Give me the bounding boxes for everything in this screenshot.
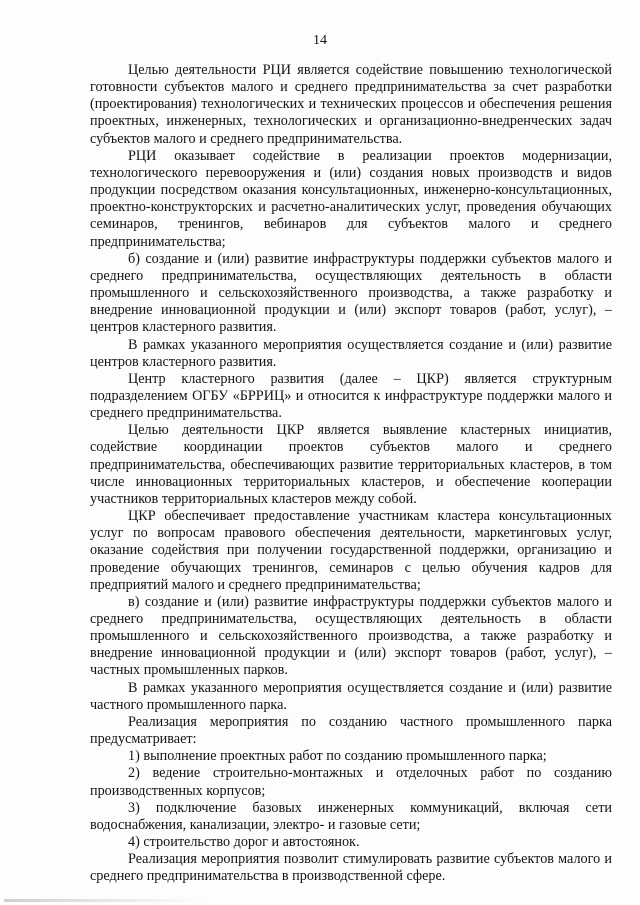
paragraph: Реализация мероприятия по созданию частного промышленного парка предусматривает:	[90, 713, 612, 748]
scan-artifact	[4, 899, 204, 902]
list-item: 1) выполнение проектных работ по созданию промышленного парка;	[128, 748, 547, 765]
paragraph: Целью деятельности РЦИ является содействие повышению технологической готовности субъектов малого и среднего предпринимательства за счет разработки (проектирования) технологических и технических процессов и обеспечения решения проектных, инженерных, технологических и организационно-внедренческих задач субъектов малого и среднего предпринимательства.	[90, 62, 612, 147]
paragraph: в) создание и (или) развитие инфраструктуры поддержки субъектов малого и среднего предпринимательства, осуществляющих деятельность в области промышленного и сельскохозяйственного производства, а также разработку и внедрение инновационной продукции и (или) экспорт товаров (работ, услуг), – частных промышленных парков.	[90, 593, 612, 679]
list-item: 4) строительство дорог и автостоянок.	[128, 834, 360, 851]
paragraph: Реализация мероприятия позволит стимулировать развитие субъектов малого и среднего предпринимательства в производственной сфере.	[90, 851, 612, 885]
list-item: 3) подключение базовых инженерных коммуникаций, включая сети водоснабжения, канализации, электро- и газовые сети;	[90, 799, 612, 833]
page-number: 14	[313, 33, 327, 48]
paragraph: РЦИ оказывает содействие в реализации проектов модернизации, технологического перевооружения и (или) создания новых производств и видов продукции посредством оказания консультационных, инженерно-консультационных, проектно-конструкторских и расчетно-аналитических услуг, проведения обучающих семинаров, тренингов, вебинаров для субъектов малого и среднего предпринимательства;	[90, 147, 612, 250]
paragraph: Целью деятельности ЦКР является выявление кластерных инициатив, содействие координации проектов субъектов малого и среднего предпринимательства, обеспечивающих развитие территориальных кластеров, в том числе инновационных территориальных кластеров, и обеспечение кооперации участников территориальных кластеров между собой.	[90, 422, 612, 507]
paragraph: ЦКР обеспечивает предоставление участникам кластера консультационных услуг по вопросам правового обеспечения деятельности, маркетинговых услуг, оказание содействия при получении государственной поддержки, организацию и проведение обучающих тренингов, семинаров с целью обучения кадров для предприятий малого и среднего предпринимательства;	[90, 508, 612, 593]
paragraph: В рамках указанного мероприятия осуществляется создание и (или) развитие частного промышленного парка.	[90, 679, 612, 713]
body-text	[90, 62, 612, 886]
paragraph: Центр кластерного развития (далее – ЦКР) является структурным подразделением ОГБУ «БРРИЦ» и относится к инфраструктуре поддержки малого и среднего предпринимательства.	[90, 370, 612, 422]
paragraph: В рамках указанного мероприятия осуществляется создание и (или) развитие центров кластерного развития.	[90, 336, 612, 370]
paragraph: б) создание и (или) развитие инфраструктуры поддержки субъектов малого и среднего предпринимательства, осуществляющих деятельность в области промышленного и сельскохозяйственного производства, а также разработку и внедрение инновационной продукции и (или) экспорт товаров (работ, услуг), – центров кластерного развития.	[90, 250, 612, 336]
list-item: 2) ведение строительно-монтажных и отделочных работ по созданию производственных корпусов;	[90, 765, 612, 799]
